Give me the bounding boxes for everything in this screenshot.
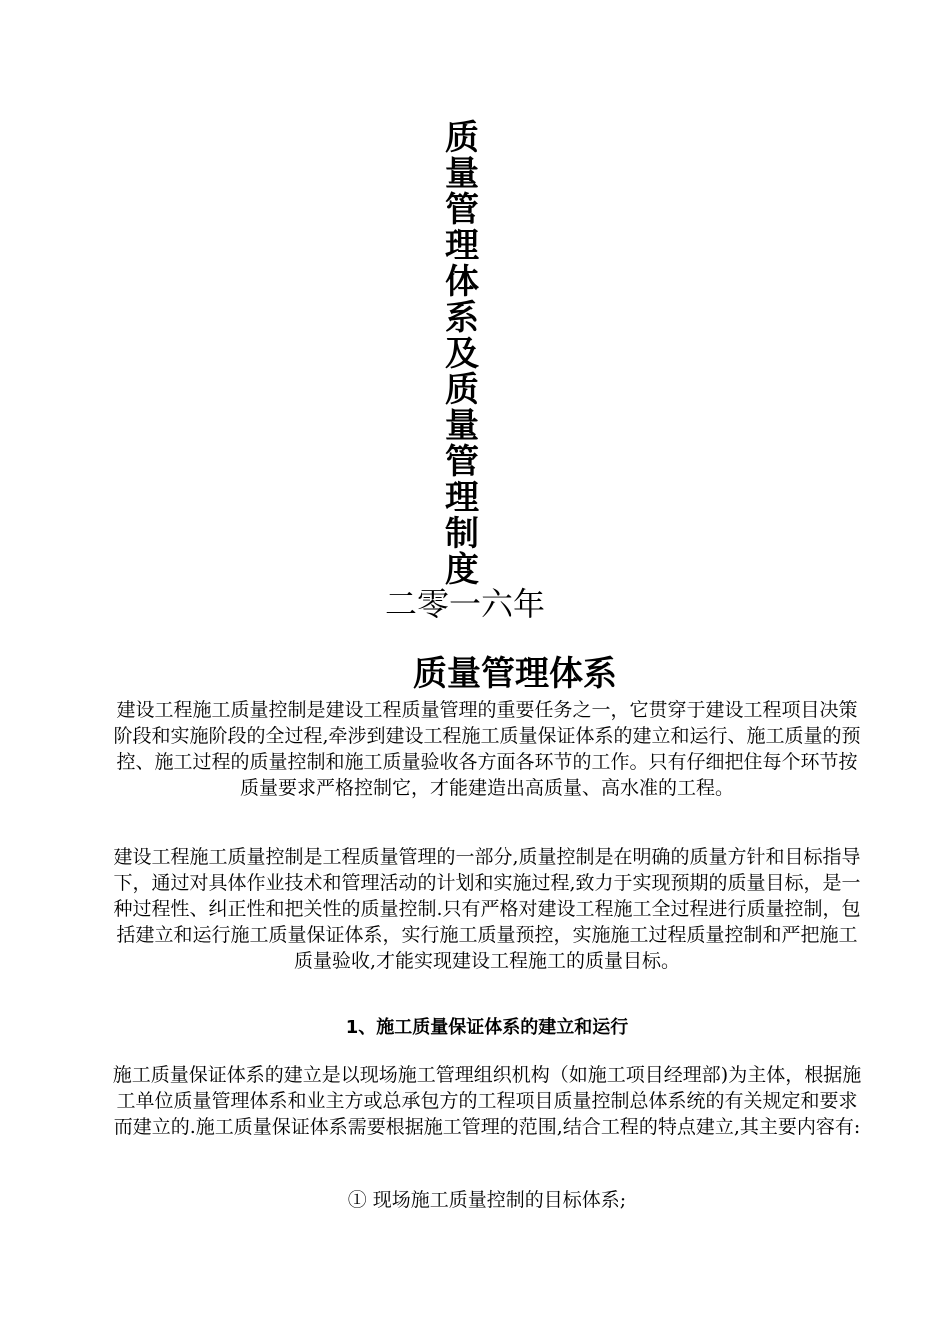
paragraph-intro: 建设工程施工质量控制是建设工程质量管理的重要任务之一，它贯穿于建设工程项目决策阶段和实施阶段的全过程,牵涉到建设工程施工质量保证体系的建立和运行、施工质量的预控、施工过程的质量控制和施工质量验收各方面各环节的工作。只有仔细把住每个环节按质量要求严格控制它，才能建造出高质量、高水准的工程。 xyxy=(113,699,861,799)
section-heading: 质量管理体系 xyxy=(413,654,617,694)
subsection-title: 1、施工质量保证体系的建立和运行 xyxy=(345,1017,629,1038)
cover-year: 二零一六年 xyxy=(384,585,545,623)
cover-title: 质量管理体系及质量管理制度 xyxy=(445,118,479,590)
paragraph-control: 建设工程施工质量控制是工程质量管理的一部分,质量控制是在明确的质量方针和目标指导下，通过对具体作业技术和管理活动的计划和实施过程,致力于实现预期的质量目标，是一种过程性、纠正性和把关性的质量控制.只有严格对建设工程施工全过程进行质量控制，包括建立和运行施工质量保证体系，实行施工质量预控，实施施工过程质量控制和严把施工质量验收,才能实现建设工程施工的质量目标。 xyxy=(113,846,861,972)
list-item: ① 现场施工质量控制的目标体系; xyxy=(347,1189,627,1211)
paragraph-system: 施工质量保证体系的建立是以现场施工管理组织机构（如施工项目经理部)为主体，根据施工单位质量管理体系和业主方或总承包方的工程项目质量控制总体系统的有关规定和要求而建立的.施工质量保证体系需要根据施工管理的范围,结合工程的特点建立,其主要内容有: xyxy=(112,1064,862,1138)
